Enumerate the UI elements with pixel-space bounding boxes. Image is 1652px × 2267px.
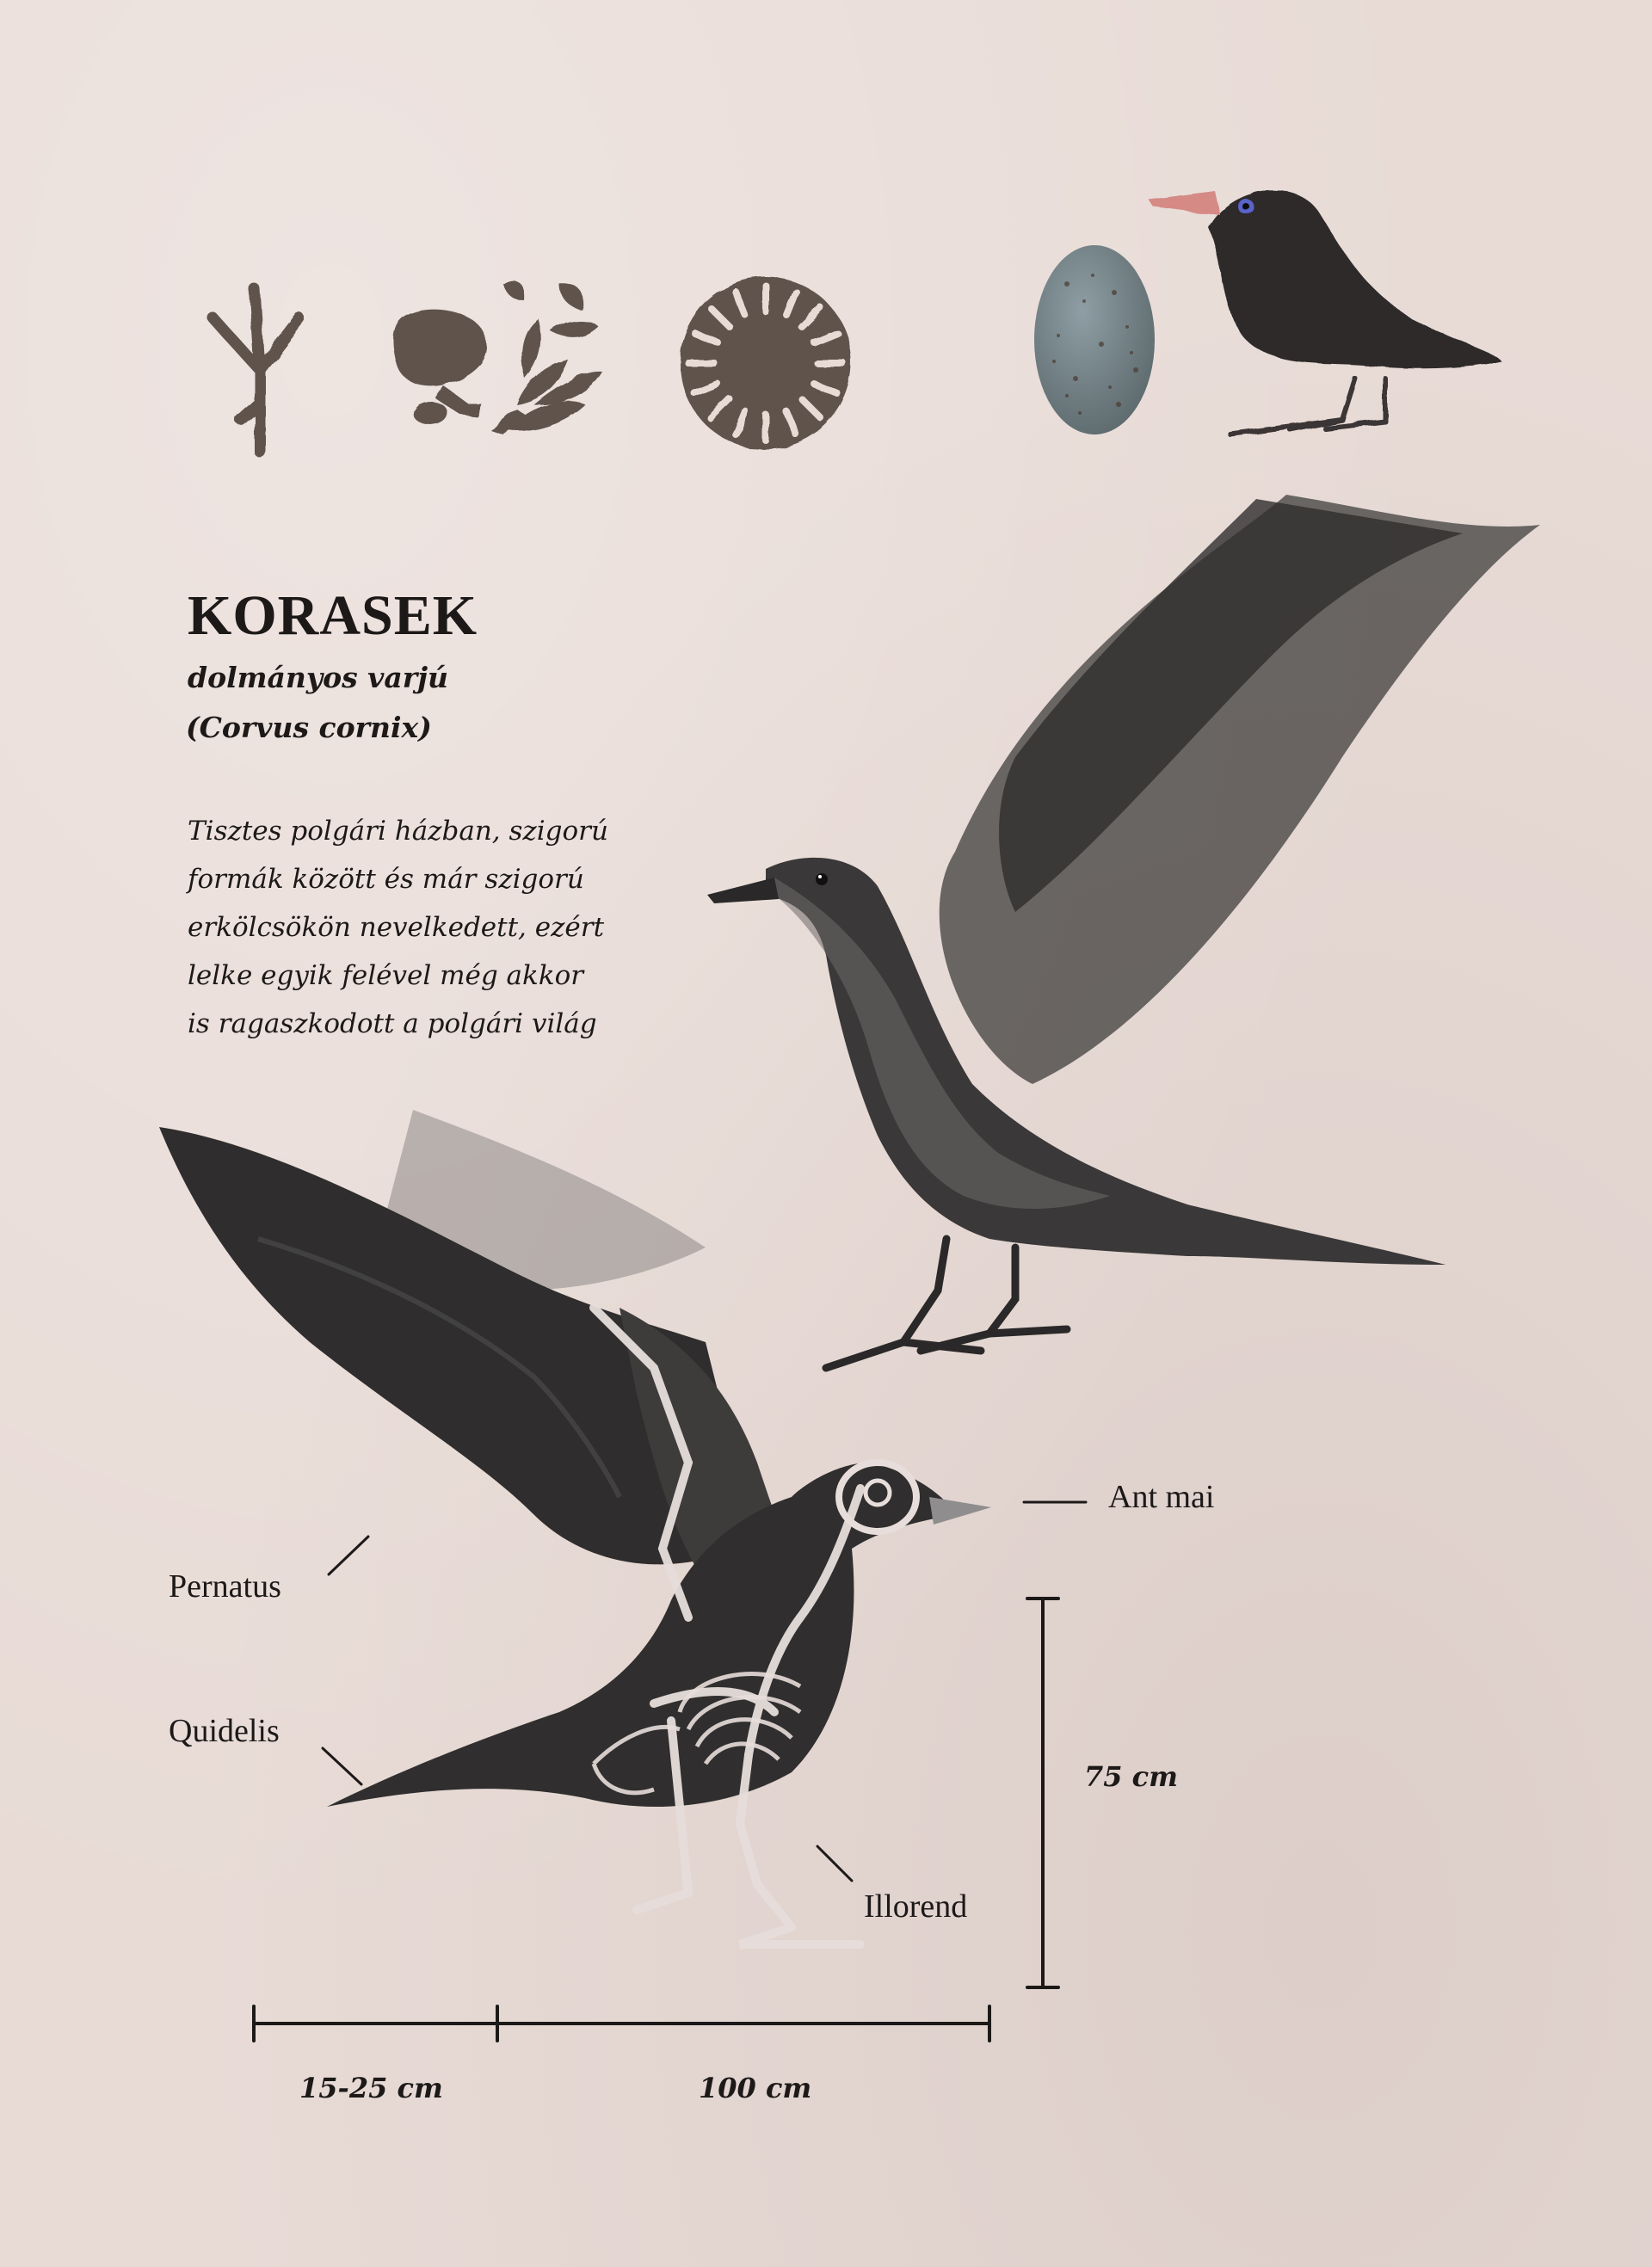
tail-label: Quidelis [169,1713,280,1749]
description-line: formák között és már szigorú [188,864,584,895]
common-name: dolmányos varjú [188,661,449,694]
chick-icon [1149,190,1501,434]
footprint-icon [212,289,299,452]
body-length-measurement: 100 cm [699,2072,812,2104]
wing-label: Pernatus [169,1568,281,1605]
description-line: lelke egyik felével még akkor [188,960,584,991]
sun-icon [680,277,852,449]
description-line: erkölcsökön nevelkedett, ezért [188,912,605,943]
height-measurement: 75 cm [1084,1760,1179,1793]
tail-length-measurement: 15-25 cm [299,2072,443,2104]
description-line: is ragaszkodott a polgári világ [188,1008,597,1039]
page-title: KORASEK [188,584,478,647]
egg-icon [1034,245,1155,434]
food-icon [393,280,602,434]
description-text [188,807,721,1048]
beak-label: Ant mai [1108,1479,1215,1515]
height-measure-line [1027,1599,1058,1987]
length-measure-line [254,2006,989,2041]
skeleton-crow-illustration [159,1110,991,1944]
leg-label: Illorend [864,1888,968,1925]
latin-name: (Corvus cornix) [186,711,432,744]
description-line: Tisztes polgári házban, szigorú [188,816,608,847]
flying-crow-illustration [707,495,1540,1368]
